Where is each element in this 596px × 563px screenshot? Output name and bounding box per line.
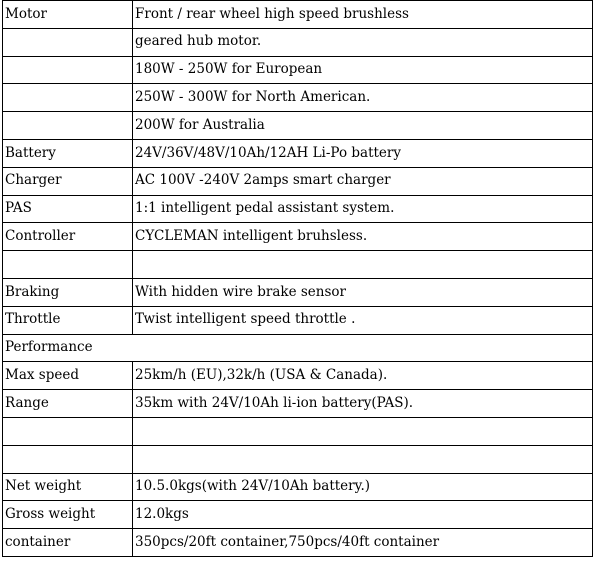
table-row: [3, 28, 593, 56]
row-value: 180W - 250W for European: [133, 56, 593, 84]
row-value: [133, 445, 593, 473]
table-row: [3, 529, 593, 557]
row-label: Motor: [3, 1, 133, 29]
section-row: [3, 334, 593, 362]
row-value: CYCLEMAN intelligent bruhsless.: [133, 223, 593, 251]
table-row: [3, 501, 593, 529]
row-value: [133, 251, 593, 279]
row-label: [3, 56, 133, 84]
table-row: [3, 112, 593, 140]
row-value: Twist intelligent speed throttle .: [133, 306, 593, 334]
row-value: 350pcs/20ft container,750pcs/40ft container: [133, 529, 593, 557]
row-label: PAS: [3, 195, 133, 223]
row-label: [3, 112, 133, 140]
row-label: container: [3, 529, 133, 557]
table-row: [3, 362, 593, 390]
table-row: [3, 223, 593, 251]
row-label: [3, 417, 133, 445]
row-value: 200W for Australia: [133, 112, 593, 140]
table-row: [3, 84, 593, 112]
row-label: [3, 251, 133, 279]
table-row: [3, 417, 593, 445]
row-label: Controller: [3, 223, 133, 251]
row-label: [3, 28, 133, 56]
table-row: [3, 306, 593, 334]
row-label: Gross weight: [3, 501, 133, 529]
table-row: [3, 278, 593, 306]
row-value: With hidden wire brake sensor: [133, 278, 593, 306]
row-label: Range: [3, 390, 133, 418]
table-row: [3, 195, 593, 223]
table-row: [3, 251, 593, 279]
row-label: [3, 84, 133, 112]
table-row: [3, 390, 593, 418]
table-row: [3, 167, 593, 195]
table-row: [3, 56, 593, 84]
row-value: Front / rear wheel high speed brushless: [133, 1, 593, 29]
spec-table: [2, 0, 593, 557]
row-label: Braking: [3, 278, 133, 306]
row-label: Charger: [3, 167, 133, 195]
row-value: 25km/h (EU),32k/h (USA & Canada).: [133, 362, 593, 390]
table-row: [3, 445, 593, 473]
row-label: Battery: [3, 139, 133, 167]
row-value: 24V/36V/48V/10Ah/12AH Li-Po battery: [133, 139, 593, 167]
row-value: 10.5.0kgs(with 24V/10Ah battery.): [133, 473, 593, 501]
row-value: 35km with 24V/10Ah li-ion battery(PAS).: [133, 390, 593, 418]
row-label: Net weight: [3, 473, 133, 501]
table-row: [3, 1, 593, 29]
row-label: Max speed: [3, 362, 133, 390]
row-value: 250W - 300W for North American.: [133, 84, 593, 112]
row-value: 1:1 intelligent pedal assistant system.: [133, 195, 593, 223]
row-value: AC 100V -240V 2amps smart charger: [133, 167, 593, 195]
row-value: [133, 417, 593, 445]
table-row: [3, 139, 593, 167]
row-value: geared hub motor.: [133, 28, 593, 56]
row-value: 12.0kgs: [133, 501, 593, 529]
row-label: Throttle: [3, 306, 133, 334]
section-heading-performance: Performance: [3, 334, 593, 362]
table-row: [3, 473, 593, 501]
row-label: [3, 445, 133, 473]
